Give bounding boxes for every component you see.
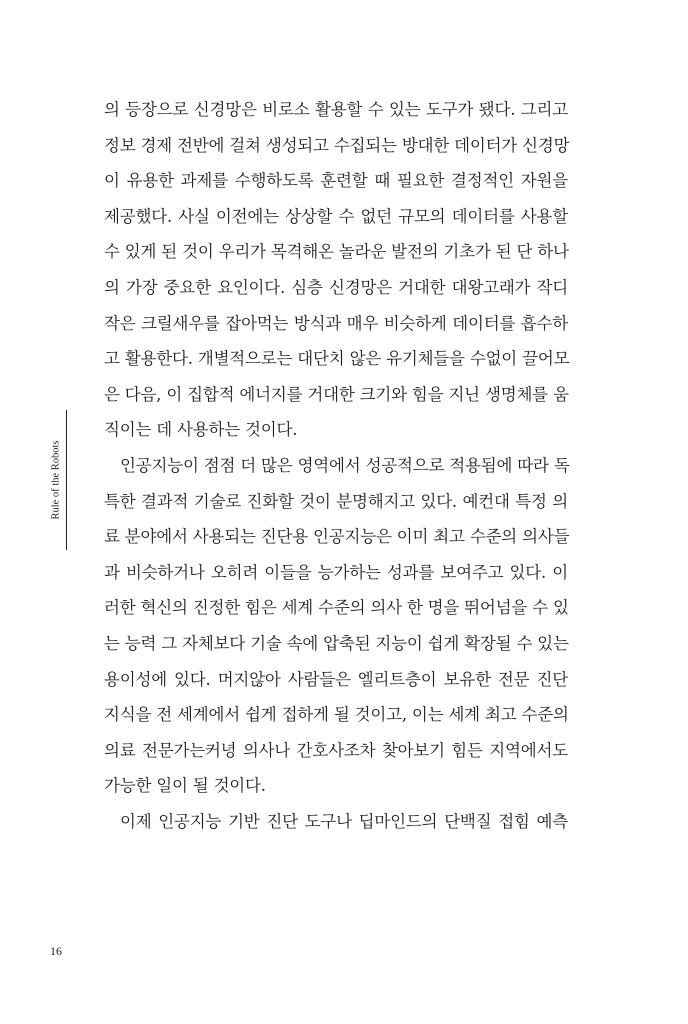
text-line: 과 비슷하거나 오히려 이들을 능가하는 성과를 보여주고 있다. 이: [104, 562, 568, 582]
margin-rule: [66, 410, 67, 550]
text-line: 정보 경제 전반에 걸쳐 생성되고 수집되는 방대한 데이터가 신경망: [104, 135, 570, 155]
text-line: 가능한 일이 될 것이다.: [104, 776, 266, 796]
text-line: 는 능력 그 자체보다 기술 속에 압축된 지능이 쉽게 확장될 수 있는: [104, 633, 569, 653]
text-line: 인공지능이 점점 더 많은 영역에서 성공적으로 적용됨에 따라 독: [120, 455, 570, 475]
text-line: 용이성에 있다. 머지않아 사람들은 엘리트층이 보유한 전문 진단: [104, 669, 568, 689]
text-line: 수 있게 된 것이 우리가 목격해온 놀라운 발전의 기초가 된 단 하나: [104, 242, 569, 262]
running-title: Rule of the Robots: [50, 440, 62, 520]
text-line: 제공했다. 사실 이전에는 상상할 수 없던 규모의 데이터를 사용할: [104, 206, 568, 226]
text-line: 직이는 데 사용하는 것이다.: [104, 420, 298, 440]
body-text: [104, 92, 568, 839]
text-line: 이제 인공지능 기반 진단 도구나 딥마인드의 단백질 접힘 예측: [120, 811, 568, 831]
text-line: 이 유용한 과제를 수행하도록 훈련할 때 필요한 결정적인 자원을: [104, 171, 568, 191]
text-line: 작은 크릴새우를 잡아먹는 방식과 매우 비슷하게 데이터를 흡수하: [104, 313, 568, 333]
text-line: 러한 혁신의 진정한 힘은 세계 수준의 의사 한 명을 뛰어넘을 수 있: [104, 598, 569, 618]
text-line: 료 분야에서 사용되는 진단용 인공지능은 이미 최고 수준의 의사들: [104, 527, 570, 547]
text-line: 의 가장 중요한 요인이다. 심층 신경망은 거대한 대왕고래가 작디: [104, 277, 568, 297]
text-line: 의료 전문가는커녕 의사나 간호사조차 찾아보기 힘든 지역에서도: [104, 740, 568, 760]
text-line: 고 활용한다. 개별적으로는 대단치 않은 유기체들을 수없이 끌어모: [104, 349, 570, 369]
text-line: 의 등장으로 신경망은 비로소 활용할 수 있는 도구가 됐다. 그리고: [104, 100, 568, 119]
text-line: 은 다음, 이 집합적 에너지를 거대한 크기와 힘을 지닌 생명체를 움: [104, 384, 569, 404]
page-number: 16: [50, 944, 62, 958]
text-line: 지식을 전 세계에서 쉽게 접하게 될 것이고, 이는 세계 최고 수준의: [104, 705, 569, 725]
text-line: 특한 결과적 기술로 진화할 것이 분명해지고 있다. 예컨대 특정 의: [104, 491, 568, 511]
